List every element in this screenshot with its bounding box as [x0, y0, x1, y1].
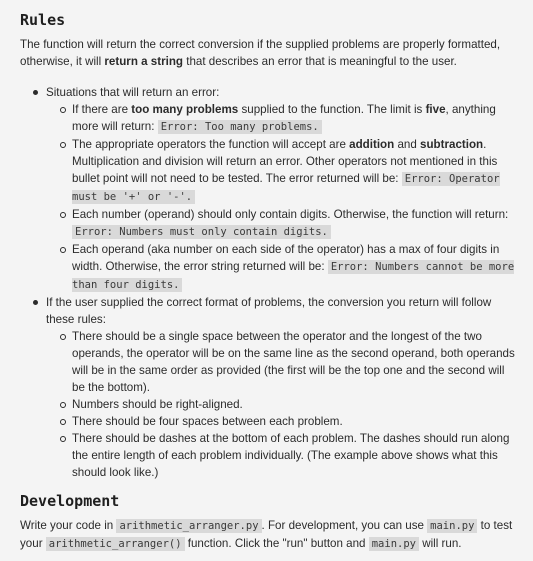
format-item: There should be a single space between the operator and the longest of the two operands, the operator will be on the same line as the second operand, both operands will be in the same order as provided (the first will be the top one and the second will be the bottom). — [46, 328, 519, 396]
errors-list — [46, 101, 519, 294]
dev-text: to test your — [20, 519, 513, 550]
item-text: . Multiplication and division will return an error. Other operators not mentioned in this bullet point will not need to be tested. The error returned will be: — [72, 138, 498, 185]
format-item: Numbers should be right-aligned. — [46, 396, 519, 413]
format-item: There should be dashes at the bottom of each problem. The dashes should run along the entire length of each problem individually. (The example above shows what this should look like.) — [46, 430, 519, 481]
error-item-too-many — [46, 101, 519, 136]
item-bold: addition — [349, 138, 395, 151]
format-item: There should be four spaces between each problem. — [46, 413, 519, 430]
format-bullet — [20, 294, 519, 481]
error-code: Error: Operator must be '+' or '-'. — [72, 173, 500, 203]
errors-label: Situations that will return an error: — [46, 86, 220, 99]
error-code: Error: Too many problems. — [158, 120, 322, 134]
rules-intro — [20, 36, 519, 70]
format-list — [46, 328, 519, 481]
file-code: arithmetic_arranger.py — [116, 519, 261, 533]
error-item-digits — [46, 206, 519, 241]
item-bold: five — [425, 103, 446, 116]
item-text: supplied to the function. The limit is — [238, 103, 426, 116]
file-code: main.py — [369, 537, 419, 551]
item-bold: too many problems — [131, 103, 239, 116]
dev-text: . For development, you can use — [261, 519, 428, 532]
rules-heading: Rules — [20, 11, 66, 29]
intro-text-1: The function will return the correct conversion if the supplied problems are properly formatted, otherwise, it will — [20, 38, 501, 68]
development-section — [20, 491, 519, 553]
item-text: Each operand (aka number on each side of the operator) has a max of four digits in width. Otherwise, the error string returned will be: — [72, 243, 500, 273]
error-item-operator — [46, 136, 519, 206]
function-code: arithmetic_arranger() — [46, 537, 185, 551]
dev-text: function. Click the "run" button and — [184, 537, 369, 550]
file-code: main.py — [427, 519, 477, 533]
rules-list — [20, 84, 519, 481]
item-bold: subtraction — [420, 138, 484, 151]
item-text: If there are — [72, 103, 132, 116]
intro-bold: return a string — [104, 55, 183, 68]
dev-text: will run. — [419, 537, 462, 550]
errors-bullet — [20, 84, 519, 294]
item-text: , anything more will return: — [72, 103, 496, 133]
development-heading: Development — [20, 492, 120, 510]
format-label: If the user supplied the correct format of problems, the conversion you return will follow these rules: — [46, 296, 492, 326]
error-item-width — [46, 241, 519, 294]
intro-text-2: that describes an error that is meaningful to the user. — [183, 55, 457, 68]
error-code: Error: Numbers must only contain digits. — [72, 225, 331, 239]
dev-text: Write your code in — [20, 519, 117, 532]
error-code: Error: Numbers cannot be more than four digits. — [72, 261, 515, 291]
development-text — [20, 517, 519, 553]
item-text: Each number (operand) should only contain digits. Otherwise, the function will return: — [72, 208, 509, 221]
item-text: and — [394, 138, 421, 151]
item-text: The appropriate operators the function will accept are — [72, 138, 350, 151]
